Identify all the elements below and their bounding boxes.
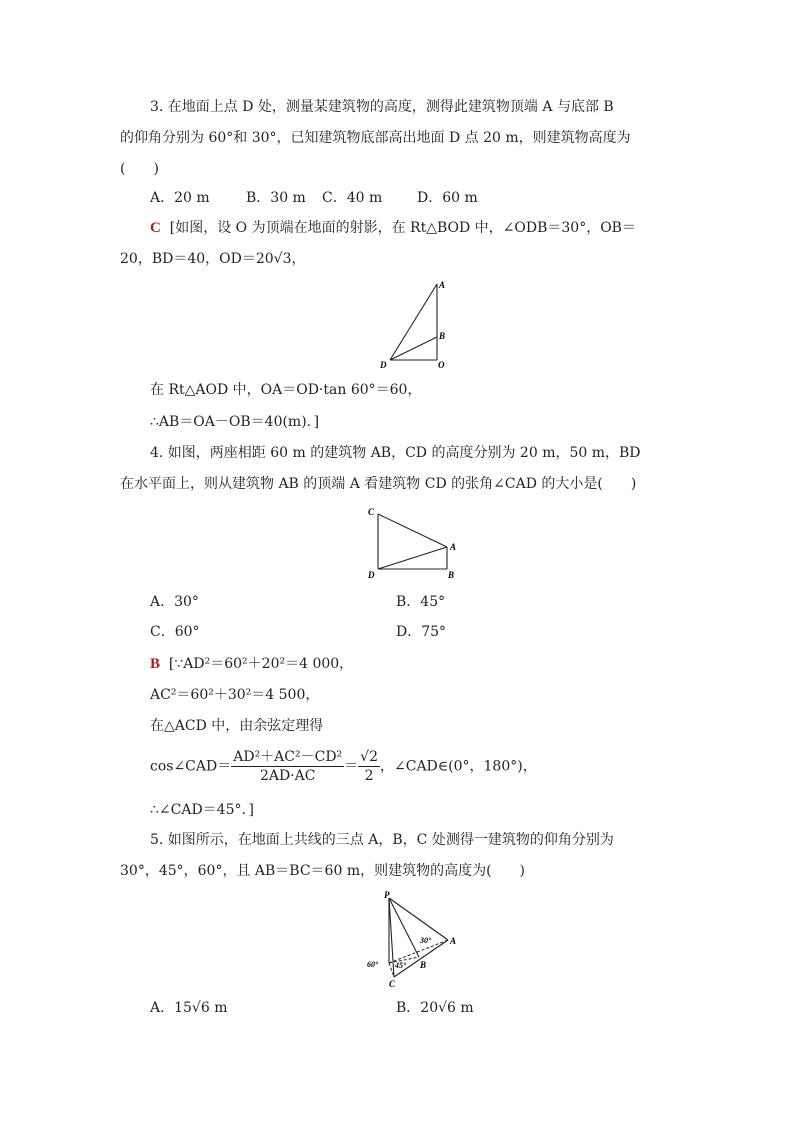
q4-sol4: ∴∠CAD＝45°．] bbox=[150, 802, 254, 818]
q5-line-pa bbox=[389, 898, 448, 940]
q5-line2: 30°，45°，60°，且 AB＝BC＝60 m，则建筑物的高度为( ) bbox=[120, 863, 526, 879]
q3-sol1: [如图，设 O 为顶端在地面的射影，在 Rt△BOD 中，∠ODB＝30°，OB＝ bbox=[169, 220, 636, 236]
q4-option-c: C．60° bbox=[150, 624, 200, 640]
q5-figure bbox=[362, 888, 472, 993]
q4-line1: 4. 如图，两座相距 60 m 的建筑物 AB，CD 的高度分别为 20 m，50 m，BD bbox=[150, 445, 641, 461]
q4-cos-value-numerator: √2 bbox=[360, 749, 378, 765]
q5-label-a: A bbox=[450, 936, 457, 946]
q5-option-a: A．15√6 m bbox=[150, 1000, 228, 1016]
q5-label-c: C bbox=[389, 979, 396, 989]
q4-label-d: D bbox=[368, 570, 375, 580]
q5-label-45: 45° bbox=[395, 961, 407, 970]
q4-line2: 在水平面上，则从建筑物 AB 的顶端 A 看建筑物 CD 的张角∠CAD 的大小是( ) bbox=[120, 476, 637, 492]
q3-label-a: A bbox=[439, 280, 446, 290]
q4-cos-value bbox=[358, 748, 380, 785]
q5-label-b: B bbox=[420, 960, 427, 970]
q5-label-30: 30° bbox=[420, 936, 432, 945]
q4-cos-prefix: cos∠CAD＝ bbox=[150, 758, 232, 775]
q4-figure bbox=[360, 502, 470, 584]
q3-option-c: C．40 m bbox=[322, 190, 383, 206]
q3-line1: 3. 在地面上点 D 处，测量某建筑物的高度，测得此建筑物顶端 A 与底部 B bbox=[150, 99, 614, 115]
q3-label-o: O bbox=[438, 360, 445, 370]
q4-option-d: D．75° bbox=[396, 624, 447, 640]
q4-cos-denominator: 2AD·AC bbox=[259, 768, 316, 784]
q5-label-60: 60° bbox=[367, 960, 379, 969]
q3-sol2: 20，BD＝40，OD＝20√3， bbox=[120, 251, 306, 267]
q5-line-ac bbox=[394, 940, 448, 977]
q4-label-a: A bbox=[450, 542, 457, 552]
q4-answer: B bbox=[150, 656, 161, 672]
q4-label-b: B bbox=[448, 570, 455, 580]
q3-label-d: D bbox=[380, 360, 387, 370]
q4-solution-line1 bbox=[150, 654, 353, 674]
q3-answer: C bbox=[150, 220, 161, 236]
q4-cos-value-denominator: 2 bbox=[364, 768, 374, 784]
q3-line3: ( ) bbox=[120, 161, 159, 177]
q4-sol3: 在△ACD 中，由余弦定理得 bbox=[150, 718, 324, 734]
q4-sol2: AC²＝60²＋30²＝4 500， bbox=[150, 687, 320, 703]
q4-option-a: A．30° bbox=[150, 594, 199, 610]
q4-line-da bbox=[378, 547, 447, 569]
q5-label-p: P bbox=[384, 890, 390, 900]
q4-line-ca bbox=[378, 514, 447, 547]
q4-cos-suffix: ，∠CAD∈(0°，180°)， bbox=[380, 758, 537, 775]
q3-sol4: ∴AB＝OA－OB＝40(m)．] bbox=[150, 414, 320, 430]
q3-option-d: D．60 m bbox=[417, 190, 478, 206]
q3-label-b: B bbox=[439, 331, 446, 341]
q3-sol3: 在 Rt△AOD 中，OA＝OD·tan 60°＝60， bbox=[150, 382, 422, 398]
q4-sol1: [∵AD²＝60²＋20²＝4 000， bbox=[168, 656, 354, 672]
q4-cos-formula bbox=[150, 748, 537, 785]
q4-label-c: C bbox=[368, 507, 375, 517]
q5-line1: 5. 如图所示，在地面上共线的三点 A，B，C 处测得一建筑物的仰角分别为 bbox=[150, 832, 614, 848]
q3-solution-line1 bbox=[150, 218, 636, 238]
q3-figure bbox=[375, 278, 455, 373]
q5-line-pb bbox=[389, 898, 419, 957]
q3-line2: 的仰角分别为 60°和 30°，已知建筑物底部高出地面 D 点 20 m，则建筑物高度为 bbox=[120, 130, 631, 146]
q3-option-b: B．30 m bbox=[246, 190, 306, 206]
q5-option-b: B．20√6 m bbox=[396, 1000, 474, 1016]
q4-cos-fraction bbox=[231, 748, 344, 785]
q4-cos-numerator: AD²＋AC²－CD² bbox=[233, 749, 343, 765]
q3-option-a: A．20 m bbox=[150, 190, 210, 206]
q4-option-b: B．45° bbox=[396, 594, 446, 610]
q4-cos-eq: ＝ bbox=[344, 758, 359, 775]
